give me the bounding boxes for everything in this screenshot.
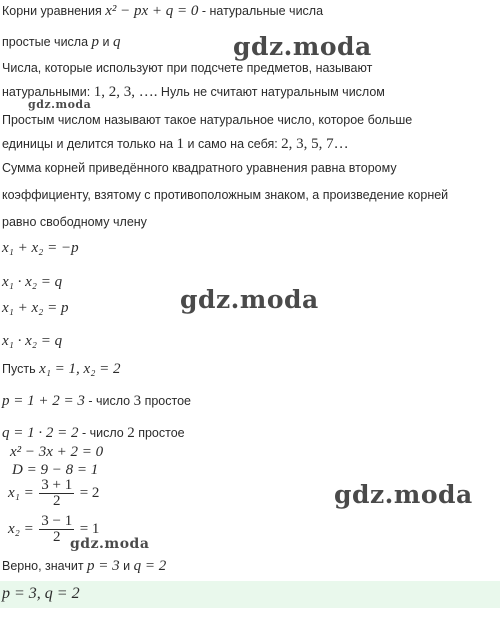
quadratic-equation: x² − 3x + 2 = 0 <box>10 444 104 460</box>
vieta-line: Сумма корней приведённого квадратного уравнения равна второму <box>2 161 397 175</box>
rhs: = 2 <box>79 485 100 501</box>
equation-sum-2: x₁ + x₂ = p <box>2 300 69 316</box>
prime-definition: Простым числом называют такое натуральное число, которое больше <box>2 113 413 127</box>
watermark: gdz.moda <box>28 98 92 111</box>
text: - натуральные числа <box>198 4 324 18</box>
q-line <box>2 425 185 441</box>
final-answer: p = 3, q = 2 <box>2 585 80 602</box>
definition-line: Числа, которые используют при подсчете предметов, называют <box>2 61 373 75</box>
text: Нуль не считают натуральным числом <box>157 85 385 99</box>
equation-sum: x₁ + x₂ = −p <box>2 240 79 256</box>
statement-line <box>2 3 323 19</box>
text: простые числа <box>2 35 92 49</box>
text: и <box>99 35 113 49</box>
watermark: gdz.moda <box>334 480 473 509</box>
equation-p: p = 3 <box>87 558 120 574</box>
vieta-line-2: коэффициенту, взятому с противоположным знаком, а произведение корней <box>2 188 449 202</box>
number: 3 <box>133 393 142 409</box>
statement-line-2 <box>2 34 120 50</box>
p-line <box>2 393 191 409</box>
fraction <box>39 514 74 545</box>
text: единицы и делится только на <box>2 137 177 151</box>
watermark: gdz.moda <box>233 32 372 61</box>
prime-definition-2 <box>2 136 349 152</box>
prime-list: 2, 3, 5, 7… <box>281 136 349 152</box>
lhs: x₁ = <box>8 485 34 501</box>
text: и <box>119 559 134 573</box>
number: 1 <box>176 136 185 152</box>
text: - число <box>78 426 128 440</box>
fraction <box>39 478 74 509</box>
text: простое <box>141 394 191 408</box>
denominator: 2 <box>52 493 61 510</box>
watermark: gdz.moda <box>180 285 319 314</box>
text: Корни уравнения <box>2 4 106 18</box>
equation-q: q = 2 <box>133 558 167 574</box>
let-line <box>2 361 121 377</box>
text: - число <box>84 394 134 408</box>
number-list: 1, 2, 3, …. <box>93 84 158 100</box>
text: натуральными: <box>2 85 94 99</box>
equation-product-2: x₁ · x₂ = q <box>2 333 63 349</box>
var-p: p <box>91 34 100 50</box>
numerator: 3 + 1 <box>41 477 73 494</box>
number: 2 <box>127 425 135 441</box>
equation-product: x₁ · x₂ = q <box>2 274 63 290</box>
equation: p = 1 + 2 = 3 <box>2 393 85 409</box>
numerator: 3 − 1 <box>41 513 73 530</box>
root-x1 <box>8 478 99 509</box>
text: простое <box>134 426 185 440</box>
text: Верно, значит <box>2 559 88 573</box>
equation: x₁ = 1, x₂ = 2 <box>39 361 121 377</box>
text: и само на себя: <box>184 137 282 151</box>
denominator: 2 <box>52 529 61 546</box>
equation: x² − px + q = 0 <box>105 3 199 19</box>
text: Пусть <box>2 362 40 376</box>
equation: q = 1 · 2 = 2 <box>2 425 79 441</box>
discriminant: D = 9 − 8 = 1 <box>12 462 99 478</box>
rhs: = 1 <box>79 521 100 537</box>
watermark: gdz.moda <box>70 536 150 552</box>
var-q: q <box>112 34 121 50</box>
lhs: x₂ = <box>8 521 34 537</box>
conclusion-line <box>2 558 166 574</box>
vieta-line-3: равно свободному члену <box>2 215 147 229</box>
